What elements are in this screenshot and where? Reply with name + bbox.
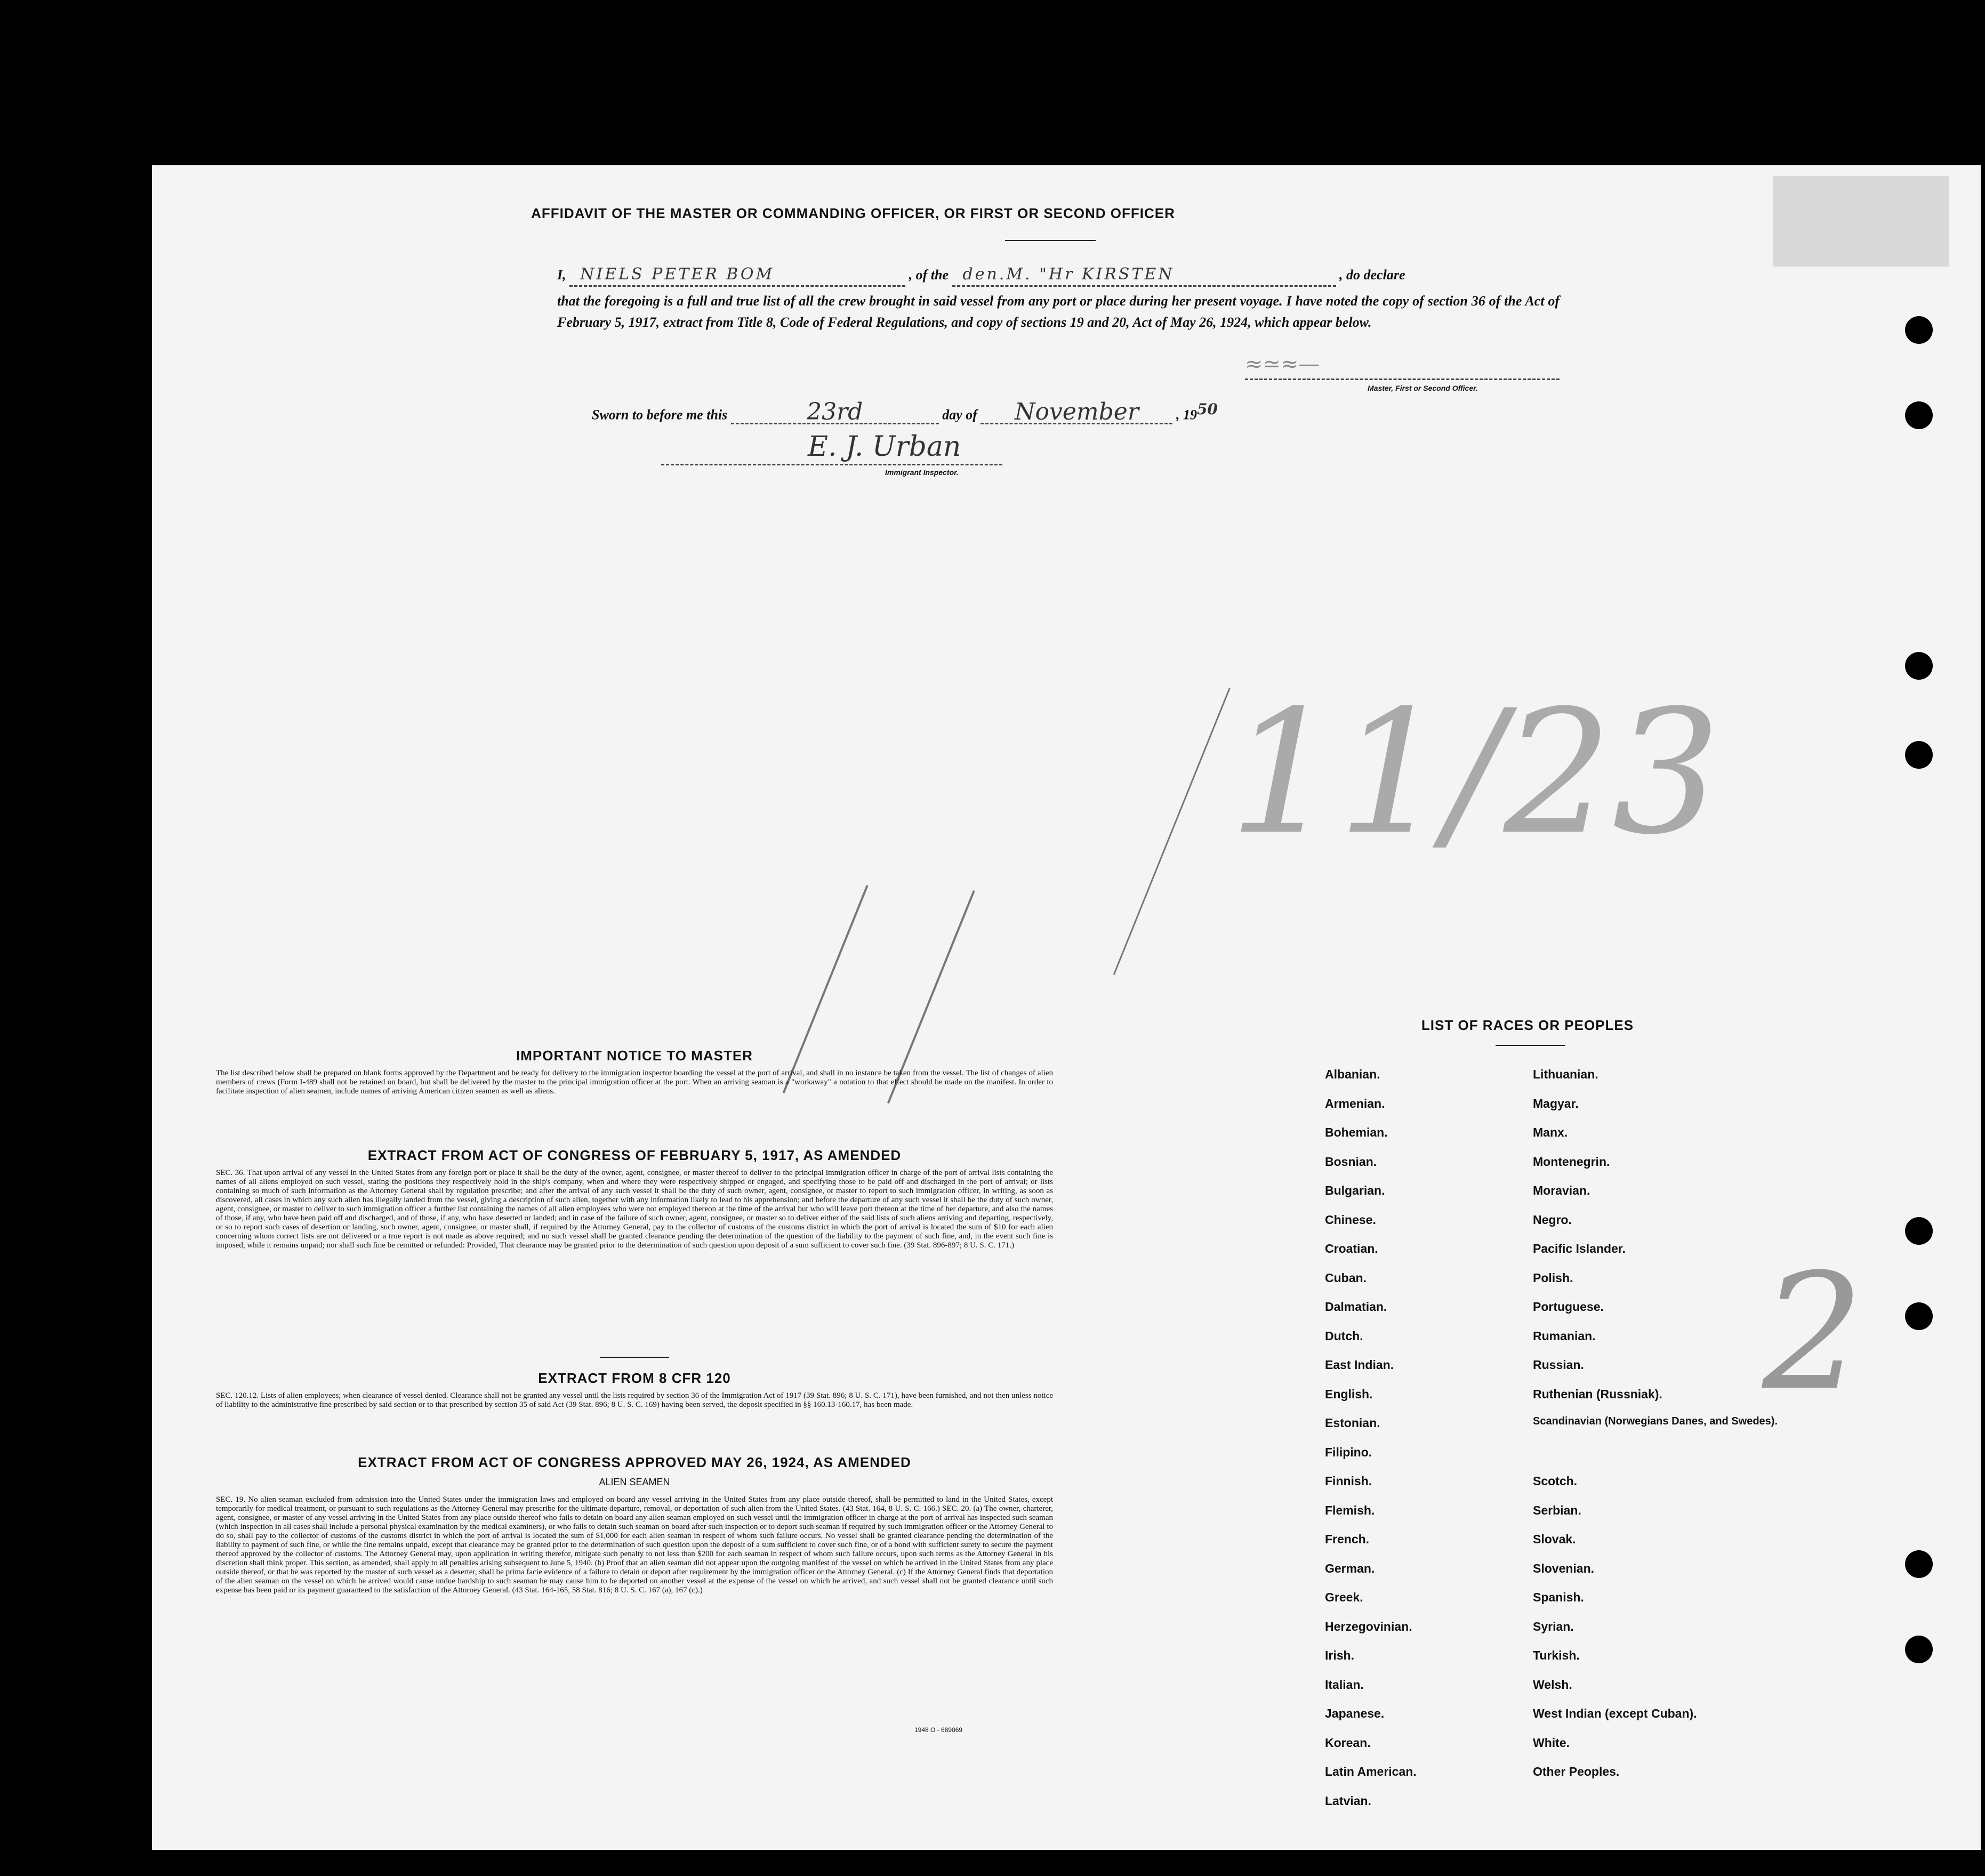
race-item: Filipino. — [1325, 1445, 1372, 1459]
race-item: Irish. — [1325, 1648, 1354, 1662]
race-item: Manx. — [1533, 1125, 1568, 1139]
year-prefix: , 19 — [1176, 407, 1197, 423]
document-page — [152, 165, 1981, 1850]
race-item: Portuguese. — [1533, 1300, 1604, 1314]
punch-hole — [1905, 652, 1933, 680]
notice-text: The list described below shall be prepared on blank forms approved by the Department and be ready for delivery to the immigration inspector boarding the vessel at the port of arrival, and shall in no instance be taken from the vessel. The list of changes of alien members of crews (Form I-489 shall not be retained on board, but shall be delivered by the master to the principal immigration officer at the port. When an arriving seaman is a "workaway" a notation to that effect should be made on the manifest. In order to facilitate inspection of alien seamen, include names of arriving American citizen seamen as well as aliens. — [216, 1069, 1053, 1096]
punch-hole — [1905, 1217, 1933, 1245]
punch-hole — [1905, 1550, 1933, 1578]
race-item: Estonian. — [1325, 1416, 1380, 1430]
race-item: Moravian. — [1533, 1183, 1590, 1197]
sworn-month: November — [981, 401, 1172, 424]
race-item: Bosnian. — [1325, 1154, 1377, 1169]
race-item: Turkish. — [1533, 1648, 1580, 1662]
race-item: Latin American. — [1325, 1765, 1417, 1778]
punch-hole — [1905, 1302, 1933, 1330]
race-item: Bulgarian. — [1325, 1183, 1385, 1197]
race-item: Pacific Islander. — [1533, 1242, 1626, 1255]
extract-cfr-title: EXTRACT FROM 8 CFR 120 — [538, 1370, 731, 1386]
margin-pencil-number: 2 — [1762, 1239, 1864, 1426]
race-item: English. — [1325, 1387, 1373, 1401]
race-item: East Indian. — [1325, 1358, 1394, 1372]
races-right-column — [1533, 1066, 1831, 1793]
declaration-line — [557, 264, 1613, 291]
punch-hole — [1905, 1636, 1933, 1663]
race-item: West Indian (except Cuban). — [1533, 1706, 1697, 1720]
race-item: Latvian. — [1325, 1793, 1371, 1808]
race-item: Rumanian. — [1533, 1329, 1596, 1343]
races-title: LIST OF RACES OR PEOPLES — [1421, 1017, 1634, 1033]
race-item: Chinese. — [1325, 1212, 1376, 1227]
race-item: Syrian. — [1533, 1619, 1574, 1633]
year-suffix: 50 — [1196, 400, 1218, 418]
punch-hole — [1905, 316, 1933, 344]
inspector-caption: Immigrant Inspector. — [885, 468, 959, 477]
extract-1917-text: SEC. 36. That upon arrival of any vessel in the United States from any foreign port or place it shall be the duty of the owner, agent, consignee, or master thereof to deliver to the principal immigration officer in charge of the port of arrival lists containing the names of all aliens employed on such vessel, stating the positions they respectively hold in the ship's company, when and where they were respectively shipped or engaged, and specifying those to be paid off and discharged in the port of arrival; or lists containing so much of such information as the Attorney General shall by regulation prescribe; and after the arrival of any such vessel it shall be the duty of such owner, agent, consignee, or master to report to such immigration officer, in writing, as soon as discovered, all cases in which any such alien has illegally landed from the vessel, giving a description of such alien, together with any information likely to lead to his apprehension; and before the departure of any such vessel it shall be the duty of such owner, agent, consignee, or master to deliver to such immigration officer a further list containing the names of all alien employees who were not employed thereon at the time of the arrival but who will leave port thereon at the time of her departure, and also the names of those, if any, who have been paid off and discharged, and of those, if any, who have deserted or landed; and in case of the failure of such owner, agent, consignee, or master so to deliver either of the said lists of such aliens arriving and departing, respectively, or so to report such cases of desertion or landing, such owner, agent, consignee, or master shall, if required by the Attorney General, pay to the collector of customs of the customs district in which the port of arrival is located the sum of $10 for each alien concerning whom correct lists are not delivered or a true report is not made as above required; and no such vessel shall be granted clearance pending the determination of the question of the liability to the payment of such fine, and, in the event such fine is imposed, while it remains unpaid; nor shall such fine be remitted or refunded: Provided, That clearance may be granted prior to the determination of such question upon deposit of a sum sufficient to cover such fine. (39 Stat. 896-897; 8 U. S. C. 171.) — [216, 1169, 1053, 1250]
race-item: Cuban. — [1325, 1270, 1367, 1285]
signature-line — [1245, 379, 1560, 380]
day-of-label: day of — [942, 407, 977, 423]
race-item: Scandinavian (Norwegians Danes, and Swedes). — [1533, 1415, 1778, 1427]
do-declare-label: , do declare — [1339, 267, 1405, 283]
title-rule — [1005, 240, 1096, 241]
declarant-name: NIELS PETER BOM — [569, 264, 905, 287]
sworn-label: Sworn to before me this — [592, 407, 728, 423]
extract-1917-title: EXTRACT FROM ACT OF CONGRESS OF FEBRUARY 5, 1917, AS AMENDED — [367, 1147, 902, 1163]
race-item: Dalmatian. — [1325, 1300, 1387, 1314]
vessel-name: den.M. "Hr KIRSTEN — [952, 264, 1336, 287]
affidavit-body: that the foregoing is a full and true list of all the crew brought in said vessel from any port or place during her present voyage. I have noted the copy of section 36 of the Act of February 5, 1917, extract from Title 8, Code of Federal Regulations, and copy of sections 19 and 20, Act of May 26, 1924, which appear below. — [557, 293, 1560, 330]
inspector-signature: E. J. Urban — [808, 431, 961, 463]
inspector-line — [661, 464, 1002, 465]
race-item: Negro. — [1533, 1212, 1572, 1227]
race-item: Japanese. — [1325, 1706, 1385, 1720]
signature-caption: Master, First or Second Officer. — [1368, 384, 1478, 392]
punch-hole — [1905, 401, 1933, 429]
races-rule — [1496, 1045, 1565, 1046]
race-item: Welsh. — [1533, 1677, 1572, 1692]
extract-1924-title: EXTRACT FROM ACT OF CONGRESS APPROVED MAY 26, 1924, AS AMENDED — [358, 1454, 911, 1470]
race-item: Magyar. — [1533, 1096, 1579, 1110]
race-item: Lithuanian. — [1533, 1067, 1598, 1081]
race-item: Serbian. — [1533, 1503, 1581, 1517]
race-item: Russian. — [1533, 1358, 1584, 1372]
notice-title: IMPORTANT NOTICE TO MASTER — [516, 1048, 753, 1064]
sworn-day: 23rd — [731, 401, 939, 424]
corner-stamp — [1773, 176, 1949, 267]
race-item: Herzegovinian. — [1325, 1619, 1412, 1633]
race-item: Scotch. — [1533, 1474, 1578, 1488]
race-item: Ruthenian (Russniak). — [1533, 1387, 1662, 1401]
of-the-label: , of the — [909, 267, 949, 283]
race-item: Korean. — [1325, 1735, 1371, 1750]
extract-1924-text: SEC. 19. No alien seaman excluded from admission into the United States under the immigration laws and employed on board any vessel arriving in the United States from any place outside thereof, shall be permitted to land in the United States, except temporarily for medical treatment, or pursuant to such regulations as the Attorney General may prescribe for the ultimate departure, removal, or deportation of such alien from the United States. (43 Stat. 164, 8 U. S. C. 166.) SEC. 20. (a) The owner, charterer, agent, consignee, or master of any vessel arriving in the United States from any place outside thereof who fails to detain on board any alien seaman employed on such vessel until the immigration officer in charge at the port of arrival has inspected such seaman (which inspection in all cases shall include a personal physical examination by the medical examiners), or who fails to detain such seaman on board after such inspection or to deport such seaman if required by such immigration officer or the Attorney General to do so, shall pay to the collector of customs of the customs district in which the port of arrival is located the sum of $1,000 for each alien seaman in respect of whom such failure occurs. No vessel shall be granted clearance pending the determination of the liability to payment of such fine, or while the fine remains unpaid, except that clearance may be granted prior to the determination of such question upon the deposit of a sum sufficient to cover such fine, or of a bond with sufficient surety to secure the payment thereof approved by the collector of customs. The Attorney General may, upon application in writing therefor, mitigate such penalty to not less than $200 for each seaman in respect of whom such failure occurs, upon such terms as the Attorney General in his discretion shall think proper. This section, as amended, shall apply to all penalties arising subsequent to June 5, 1940. (b) Proof that an alien seaman did not appear upon the outgoing manifest of the vessel on which he arrived in the United States from any place outside thereof, or that he was reported by the master of such vessel as a deserter, shall be prima facie evidence of a failure to detain or deport after requirement by the immigration officer or the Attorney General. (c) If the Attorney General finds that deportation of the alien seaman on the vessel on which he arrived would cause undue hardship to such seaman he may cause him to be deported on another vessel at the expense of the vessel on which he arrived, and such vessel shall not be granted clearance until such expense has been paid or its payment guaranteed to the satisfaction of the Attorney General. (43 Stat. 164-165, 58 Stat. 816; 8 U. S. C. 167 (a), 167 (c).) — [216, 1495, 1053, 1595]
punch-hole — [1905, 741, 1933, 769]
race-item: Spanish. — [1533, 1590, 1584, 1604]
race-item: White. — [1533, 1735, 1570, 1750]
master-signature: ≈≃≈— — [1245, 352, 1320, 376]
declarant-prefix: I, — [557, 267, 566, 283]
race-item: Polish. — [1533, 1270, 1573, 1285]
race-item: Albanian. — [1325, 1067, 1380, 1081]
race-item: Montenegrin. — [1533, 1154, 1610, 1169]
sworn-line — [592, 399, 1456, 431]
extract-1924-subtitle: ALIEN SEAMEN — [599, 1477, 670, 1487]
big-pencil-number: 11/23 — [1229, 674, 1721, 872]
section-rule — [600, 1357, 669, 1358]
race-item — [1533, 1444, 1831, 1474]
race-item: Slovak. — [1533, 1532, 1576, 1546]
race-item: French. — [1325, 1532, 1370, 1546]
race-item: Finnish. — [1325, 1474, 1372, 1488]
race-item: Armenian. — [1325, 1096, 1385, 1110]
print-code: 1948 O - 689069 — [914, 1726, 963, 1734]
extract-cfr-text: SEC. 120.12. Lists of alien employees; when clearance of vessel denied. Clearance shall not be granted any vessel until the lists required by section 36 of the Immigration Act of 1917 (39 Stat. 896; 8 U. S. C. 171), have been furnished, and not then unless notice of liability to the administrative fine prescribed by said section or to that prescribed by section 35 of said Act (39 Stat. 896; 8 U. S. C. 169) having been served, the deposit specified in §§ 160.13-160.17, has been made. — [216, 1391, 1053, 1409]
race-item: Greek. — [1325, 1590, 1363, 1604]
affidavit-title: AFFIDAVIT OF THE MASTER OR COMMANDING OFFICER, OR FIRST OR SECOND OFFICER — [531, 205, 1175, 221]
race-item: Flemish. — [1325, 1503, 1375, 1517]
race-item: Croatian. — [1325, 1242, 1378, 1255]
race-item: Bohemian. — [1325, 1125, 1388, 1139]
pencil-stroke — [1113, 688, 1231, 975]
race-item: Other Peoples. — [1533, 1765, 1620, 1778]
race-item: Slovenian. — [1533, 1561, 1595, 1575]
races-left-column — [1325, 1066, 1528, 1822]
race-item: Dutch. — [1325, 1329, 1363, 1343]
race-item: German. — [1325, 1561, 1375, 1575]
race-item: Italian. — [1325, 1677, 1364, 1692]
